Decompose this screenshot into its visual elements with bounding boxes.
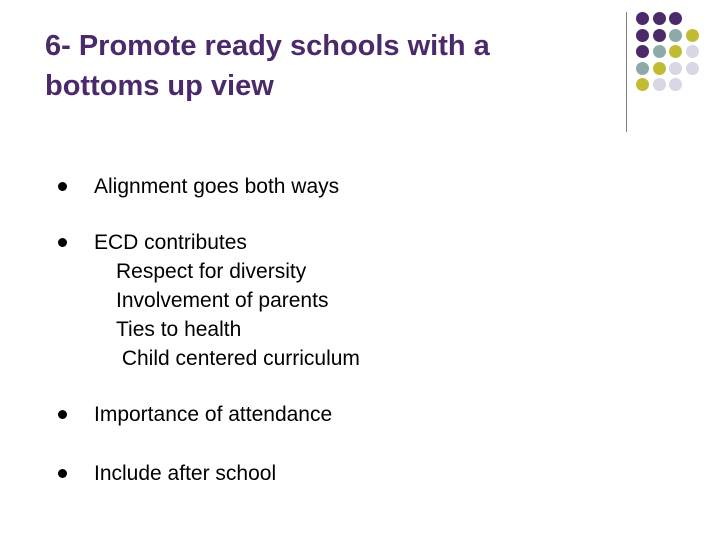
bullet-subline: Child centered curriculum — [116, 347, 360, 370]
title-line-1: 6- Promote ready schools with a — [45, 30, 490, 62]
bullet-text-block — [94, 228, 360, 373]
bullet-text: Alignment goes both ways — [94, 175, 340, 198]
bullet-dot-icon — [58, 410, 67, 419]
bullet-dot-icon — [58, 238, 67, 247]
bullet-dot-icon — [58, 469, 67, 478]
bullet-text: ECD contributes — [94, 231, 247, 254]
bullet-text: Include after school — [94, 462, 277, 485]
bullet-subline: Involvement of parents — [116, 289, 329, 312]
title-line-2: bottoms up view — [45, 70, 274, 102]
bullet-subline: Ties to health — [116, 318, 242, 341]
bullet-dot-icon — [58, 182, 67, 191]
bullet-text: Importance of attendance — [94, 403, 333, 426]
bullet-subline: Respect for diversity — [116, 260, 307, 283]
